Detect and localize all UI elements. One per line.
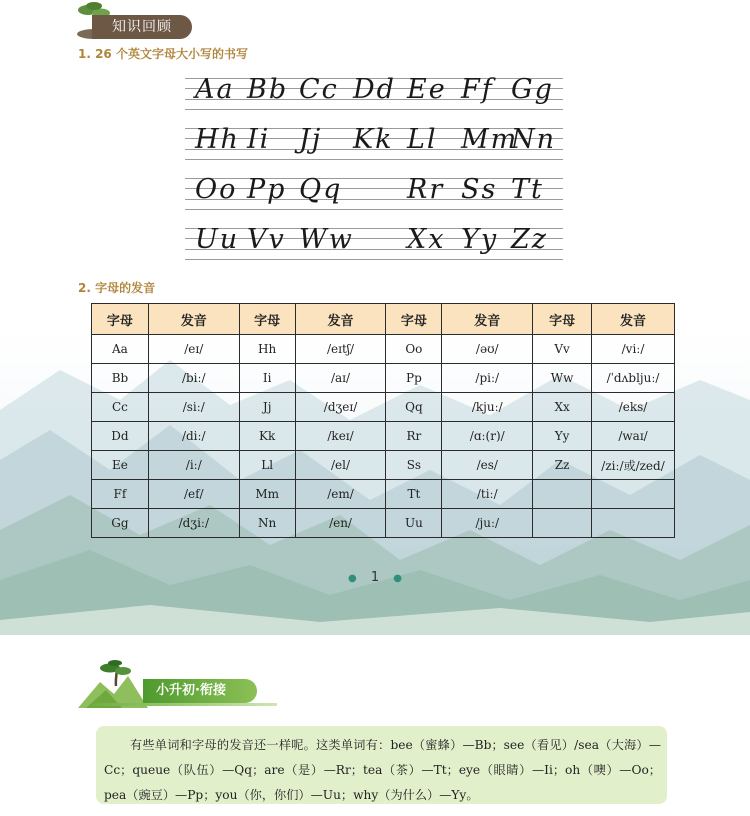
table-cell: /əʊ/ (442, 335, 533, 364)
table-cell: /em/ (295, 480, 386, 509)
table-row (92, 393, 675, 422)
handwriting-row (185, 74, 563, 110)
page-number (340, 570, 410, 585)
table-cell: Mm (239, 480, 295, 509)
table-header-cell: 字母 (239, 304, 295, 335)
table-cell: /ziː/或/zed/ (592, 451, 675, 480)
handwriting-letter-pair: Ss (461, 174, 498, 205)
writing-guide-lines (185, 228, 563, 260)
table-cell: /aɪ/ (295, 364, 386, 393)
handwriting-letter-pair: Yy (461, 224, 499, 255)
handwriting-letter-pair: Ee (407, 74, 447, 105)
table-cell: /kjuː/ (442, 393, 533, 422)
handwriting-letter-pair: Cc (299, 74, 339, 105)
handwriting-letter-pair: Jj (299, 124, 323, 155)
handwriting-letter-pair: Xx (407, 224, 446, 255)
handwriting-letter-pair: Tt (511, 174, 544, 205)
table-row (92, 364, 675, 393)
handwriting-letter-pair: Nn (511, 124, 557, 155)
table-cell: /piː/ (442, 364, 533, 393)
table-cell: /dʒiː/ (148, 509, 239, 538)
table-row (92, 480, 675, 509)
table-cell: /keɪ/ (295, 422, 386, 451)
table-cell: /ef/ (148, 480, 239, 509)
knowledge-tab-label: 知识回顾 (112, 19, 172, 35)
handwriting-letter-pair: Mm (461, 124, 519, 155)
handwriting-letter-pair: Vv (247, 224, 286, 255)
table-cell: /eɪtʃ/ (295, 335, 386, 364)
table-header-cell: 字母 (92, 304, 149, 335)
table-cell: Pp (386, 364, 442, 393)
table-cell: /tiː/ (442, 480, 533, 509)
dot-icon: ● (347, 573, 357, 584)
table-cell: Oo (386, 335, 442, 364)
handwriting-letter-pair: Gg (511, 74, 554, 105)
table-cell: /el/ (295, 451, 386, 480)
table-cell: Qq (386, 393, 442, 422)
table-row (92, 509, 675, 538)
handwriting-letter-pair: Ww (299, 224, 354, 255)
table-cell (592, 480, 675, 509)
table-header-cell: 发音 (442, 304, 533, 335)
table-cell: Ss (386, 451, 442, 480)
handwriting-letter-pair: Uu (195, 224, 240, 255)
page-number-value: 1 (370, 570, 380, 585)
table-cell: /ˈdʌbljuː/ (592, 364, 675, 393)
table-cell: Ll (239, 451, 295, 480)
table-cell: Uu (386, 509, 442, 538)
table-cell: Jj (239, 393, 295, 422)
table-cell: /dʒeɪ/ (295, 393, 386, 422)
table-header-cell: 发音 (295, 304, 386, 335)
section-heading-writing: 1. 26 个英文字母大小写的书写 (78, 47, 248, 61)
table-header-cell: 发音 (592, 304, 675, 335)
table-cell: /eks/ (592, 393, 675, 422)
section-heading-pronunciation: 2. 字母的发音 (78, 281, 156, 295)
table-header-cell: 字母 (533, 304, 592, 335)
bridge-underline (92, 703, 277, 706)
handwriting-letter-pair: Hh (195, 124, 240, 155)
table-cell: Cc (92, 393, 149, 422)
table-cell: Ii (239, 364, 295, 393)
handwriting-letter-pair: Rr (407, 174, 445, 205)
table-row (92, 422, 675, 451)
handwriting-row (185, 224, 563, 260)
dot-icon: ● (393, 573, 403, 584)
table-cell: Vv (533, 335, 592, 364)
handwriting-letter-pair: Aa (195, 74, 235, 105)
handwriting-letter-pair: Pp (247, 174, 287, 205)
table-cell (533, 509, 592, 538)
table-cell: /en/ (295, 509, 386, 538)
pronunciation-table (91, 303, 675, 538)
handwriting-letter-pair: Oo (195, 174, 238, 205)
table-cell: Zz (533, 451, 592, 480)
handwriting-letter-pair: Zz (511, 224, 548, 255)
bridge-tab-label: 小升初·衔接 (156, 683, 226, 698)
table-cell: Rr (386, 422, 442, 451)
table-cell: Hh (239, 335, 295, 364)
handwriting-letter-pair: Kk (353, 124, 394, 155)
table-cell: Kk (239, 422, 295, 451)
table-cell: /iː/ (148, 451, 239, 480)
table-cell: /viː/ (592, 335, 675, 364)
table-cell: /siː/ (148, 393, 239, 422)
table-cell: /biː/ (148, 364, 239, 393)
table-cell: Nn (239, 509, 295, 538)
writing-guide-lines (185, 178, 563, 210)
handwriting-letter-pair: Qq (299, 174, 343, 205)
table-row (92, 451, 675, 480)
table-cell: Tt (386, 480, 442, 509)
table-cell: /es/ (442, 451, 533, 480)
table-cell (533, 480, 592, 509)
handwriting-row (185, 124, 563, 160)
table-cell: /ɑː(r)/ (442, 422, 533, 451)
table-cell: Yy (533, 422, 592, 451)
handwriting-letter-pair: Dd (353, 74, 396, 105)
table-cell: /diː/ (148, 422, 239, 451)
table-cell (592, 509, 675, 538)
table-header-row (92, 304, 675, 335)
table-cell: Xx (533, 393, 592, 422)
table-cell: Dd (92, 422, 149, 451)
handwriting-letter-pair: Ll (407, 124, 438, 155)
table-row (92, 335, 675, 364)
handwriting-letter-pair: Ii (247, 124, 271, 155)
table-cell: /juː/ (442, 509, 533, 538)
table-cell: Aa (92, 335, 149, 364)
table-cell: Bb (92, 364, 149, 393)
table-header-cell: 字母 (386, 304, 442, 335)
note-text: 有些单词和字母的发音还一样呢。这类单词有：bee（蜜蜂）—Bb；see（看见）/sea（大海）—Cc；queue（队伍）—Qq；are（是）—Rr；tea（茶）—Tt；eye（眼睛）—Ii；oh（噢）—Oo；pea（豌豆）—Pp；you（你，你们）—Uu；why（为什么）—Yy。 (104, 738, 661, 802)
table-cell: Gg (92, 509, 149, 538)
handwriting-letter-pair: Ff (461, 74, 494, 105)
handwriting-row (185, 174, 563, 210)
table-cell: Ww (533, 364, 592, 393)
table-cell: /eɪ/ (148, 335, 239, 364)
handwriting-letter-pair: Bb (247, 74, 289, 105)
table-cell: Ee (92, 451, 149, 480)
table-header-cell: 发音 (148, 304, 239, 335)
table-cell: Ff (92, 480, 149, 509)
table-cell: /waɪ/ (592, 422, 675, 451)
